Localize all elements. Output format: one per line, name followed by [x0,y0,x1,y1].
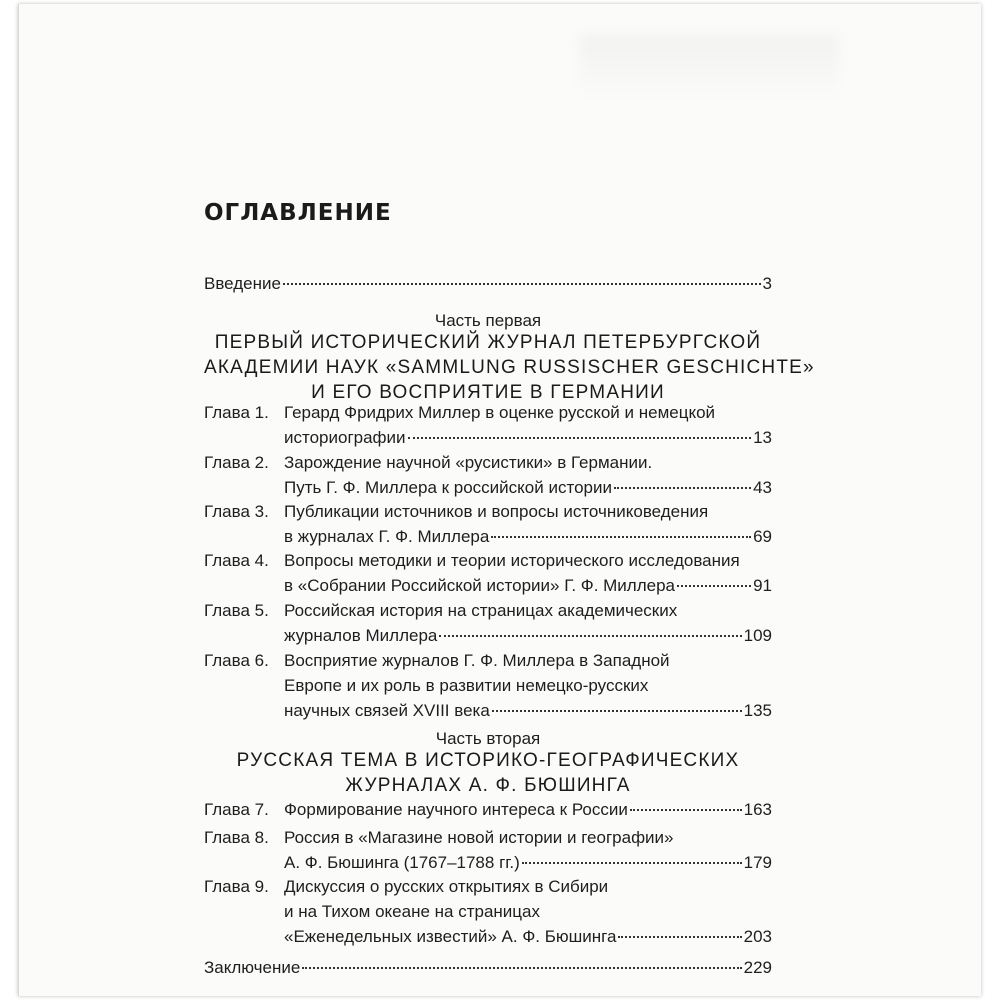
part-title-line: И ЕГО ВОСПРИЯТИЕ В ГЕРМАНИИ [311,382,665,403]
entry-line: Формирование научного интереса к России [284,800,628,819]
dot-leader [283,283,761,285]
chapter-label: Глава 6. [204,651,269,670]
part-title-line: РУССКАЯ ТЕМА В ИСТОРИКО-ГЕОГРАФИЧЕСКИХ [236,750,740,771]
part-title [204,748,772,798]
entry-line: в журналах Г. Ф. Миллера [284,527,490,546]
entry-line: Европе и их роль в развитии немецко-русских [284,676,649,695]
entry-line: журналов Миллера [284,626,438,645]
part-title-line: ЖУРНАЛАХ А. Ф. БЮШИНГА [345,775,631,796]
entry-title: Введение [204,274,281,293]
dot-leader [614,487,751,489]
entry-line: Путь Г. Ф. Миллера к российской истории [284,478,612,497]
part-title [204,330,815,405]
show-through-shadow [579,34,839,104]
entry-line: историографии [284,428,406,447]
chapter-label: Глава 9. [204,877,269,896]
entry-line: Зарождение научной «русистики» в Германии. [284,453,653,472]
entry-line: Герард Фридрих Миллер в оценке русской и немецкой [284,403,716,422]
toc-heading: ОГЛАВЛЕНИЕ [204,200,392,226]
dot-leader [302,967,741,969]
entry-line: Вопросы методики и теории исторического исследования [284,551,740,570]
dot-leader [439,635,741,637]
entry-line: Российская история на страницах академических [284,601,678,620]
dot-leader [630,809,742,811]
page-number: 229 [743,958,772,977]
page-number: 13 [753,428,772,447]
page-number: 163 [743,800,772,819]
entry-line: Восприятие журналов Г. Ф. Миллера в Западной [284,651,670,670]
dot-leader [408,437,752,439]
chapter-label: Глава 7. [204,800,269,819]
page-number: 69 [753,527,772,546]
dot-leader [491,536,751,538]
chapter-label: Глава 1. [204,403,269,422]
page-number: 91 [753,576,772,595]
page-number: 109 [743,626,772,645]
entry-title: Заключение [204,958,301,977]
part-title-line: ПЕРВЫЙ ИСТОРИЧЕСКИЙ ЖУРНАЛ ПЕТЕРБУРГСКОЙ [214,332,762,353]
chapter-label: Глава 4. [204,551,269,570]
dot-leader [677,585,751,587]
toc-entry-conclusion[interactable] [204,955,772,980]
dot-leader [522,862,742,864]
chapter-label: Глава 8. [204,828,269,847]
page-number: 135 [743,701,772,720]
part-title-line: АКАДЕМИИ НАУК «SAMMLUNG RUSSISCHER GESCHICHTE» [204,357,815,378]
entry-line: Дискуссия о русских открытиях в Сибири [284,877,609,896]
page-number: 43 [753,478,772,497]
chapter-label: Глава 3. [204,502,269,521]
page-number: 203 [743,927,772,946]
entry-line: Россия в «Магазине новой истории и географии» [284,828,674,847]
entry-line: А. Ф. Бюшинга (1767–1788 гг.) [284,853,520,872]
page-number: 179 [743,853,772,872]
dot-leader [492,710,742,712]
entry-line: «Еженедельных известий» А. Ф. Бюшинга [284,927,617,946]
entry-line: в «Собрании Российской истории» Г. Ф. Миллера [284,576,676,595]
entry-line: Публикации источников и вопросы источниковедения [284,502,709,521]
toc-entry-intro[interactable] [204,271,772,296]
part-label: Часть первая [434,311,542,330]
entry-line: и на Тихом океане на страницах [284,902,540,921]
chapter-label: Глава 2. [204,453,269,472]
part-label: Часть вторая [435,729,541,748]
dot-leader [618,936,741,938]
chapter-label: Глава 5. [204,601,269,620]
page-number: 3 [762,274,772,293]
entry-line: научных связей XVIII века [284,701,490,720]
